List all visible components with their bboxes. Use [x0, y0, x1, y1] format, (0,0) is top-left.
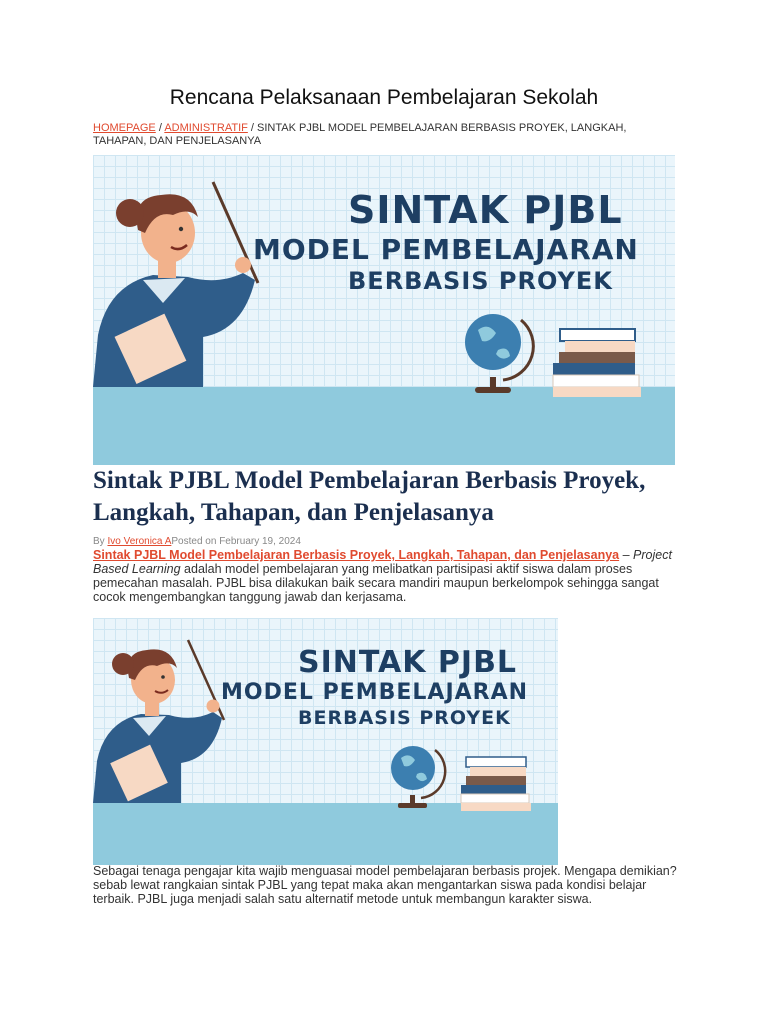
- body-paragraph: Sebagai tenaga pengajar kita wajib menguasai model pembelajaran berbasis projek. Mengapa demikian? sebab lewat rangkaian sintak PJBL yang tepat maka akan mengantarkan siswa pada kondisi belajar terbaik. PJBL juga menjadi salah satu alternatif metode untuk membangun karakter siswa.: [93, 864, 677, 906]
- breadcrumb: [93, 122, 653, 148]
- intro-term: Project Based Learning: [93, 548, 672, 576]
- banner-heading-line3: BERBASIS PROYEK: [298, 707, 511, 729]
- post-date: Posted on February 19, 2024: [171, 536, 301, 547]
- breadcrumb-separator: /: [247, 122, 258, 134]
- meta-by-label: By: [93, 536, 108, 547]
- article-title-link[interactable]: Sintak PJBL Model Pembelajaran Berbasis Proyek, Langkah, Tahapan, dan Penjelasanya: [93, 548, 620, 562]
- banner-heading-line2: MODEL PEMBELAJARAN: [253, 233, 639, 266]
- article-title: Sintak PJBL Model Pembelajaran Berbasis Proyek, Langkah, Tahapan, dan Penjelasanya: [93, 467, 646, 526]
- intro-dash: –: [619, 548, 634, 562]
- banner-heading-line1: SINTAK PJBL: [348, 188, 623, 232]
- breadcrumb-category-link[interactable]: ADMINISTRATIF: [164, 122, 248, 134]
- intro-text: adalah model pembelajaran yang melibatkan partisipasi aktif siswa dalam proses pemecahan masalah. PJBL bisa dilakukan baik secara mandiri maupun berkelompok sehingga sangat cocok mengembangkan tanggung jawab dan kerjasama.: [93, 562, 659, 604]
- intro-paragraph: [93, 548, 683, 604]
- banner-heading-line1: SINTAK PJBL: [298, 645, 518, 680]
- author-link[interactable]: Ivo Veronica A: [107, 536, 172, 547]
- breadcrumb-current: SINTAK PJBL MODEL PEMBELAJARAN BERBASIS PROYEK, LANGKAH, TAHAPAN, DAN PENJELASANYA: [93, 122, 627, 147]
- banner-heading-line2: MODEL PEMBELAJARAN: [221, 680, 529, 705]
- hero-banner-image: [93, 155, 675, 465]
- article-banner-image: [93, 618, 558, 865]
- banner-heading-line3: BERBASIS PROYEK: [348, 267, 613, 295]
- page-title: Rencana Pelaksanaan Pembelajaran Sekolah: [169, 86, 599, 109]
- breadcrumb-separator: /: [155, 122, 165, 134]
- post-meta: [93, 536, 301, 547]
- breadcrumb-home-link[interactable]: HOMEPAGE: [93, 122, 156, 134]
